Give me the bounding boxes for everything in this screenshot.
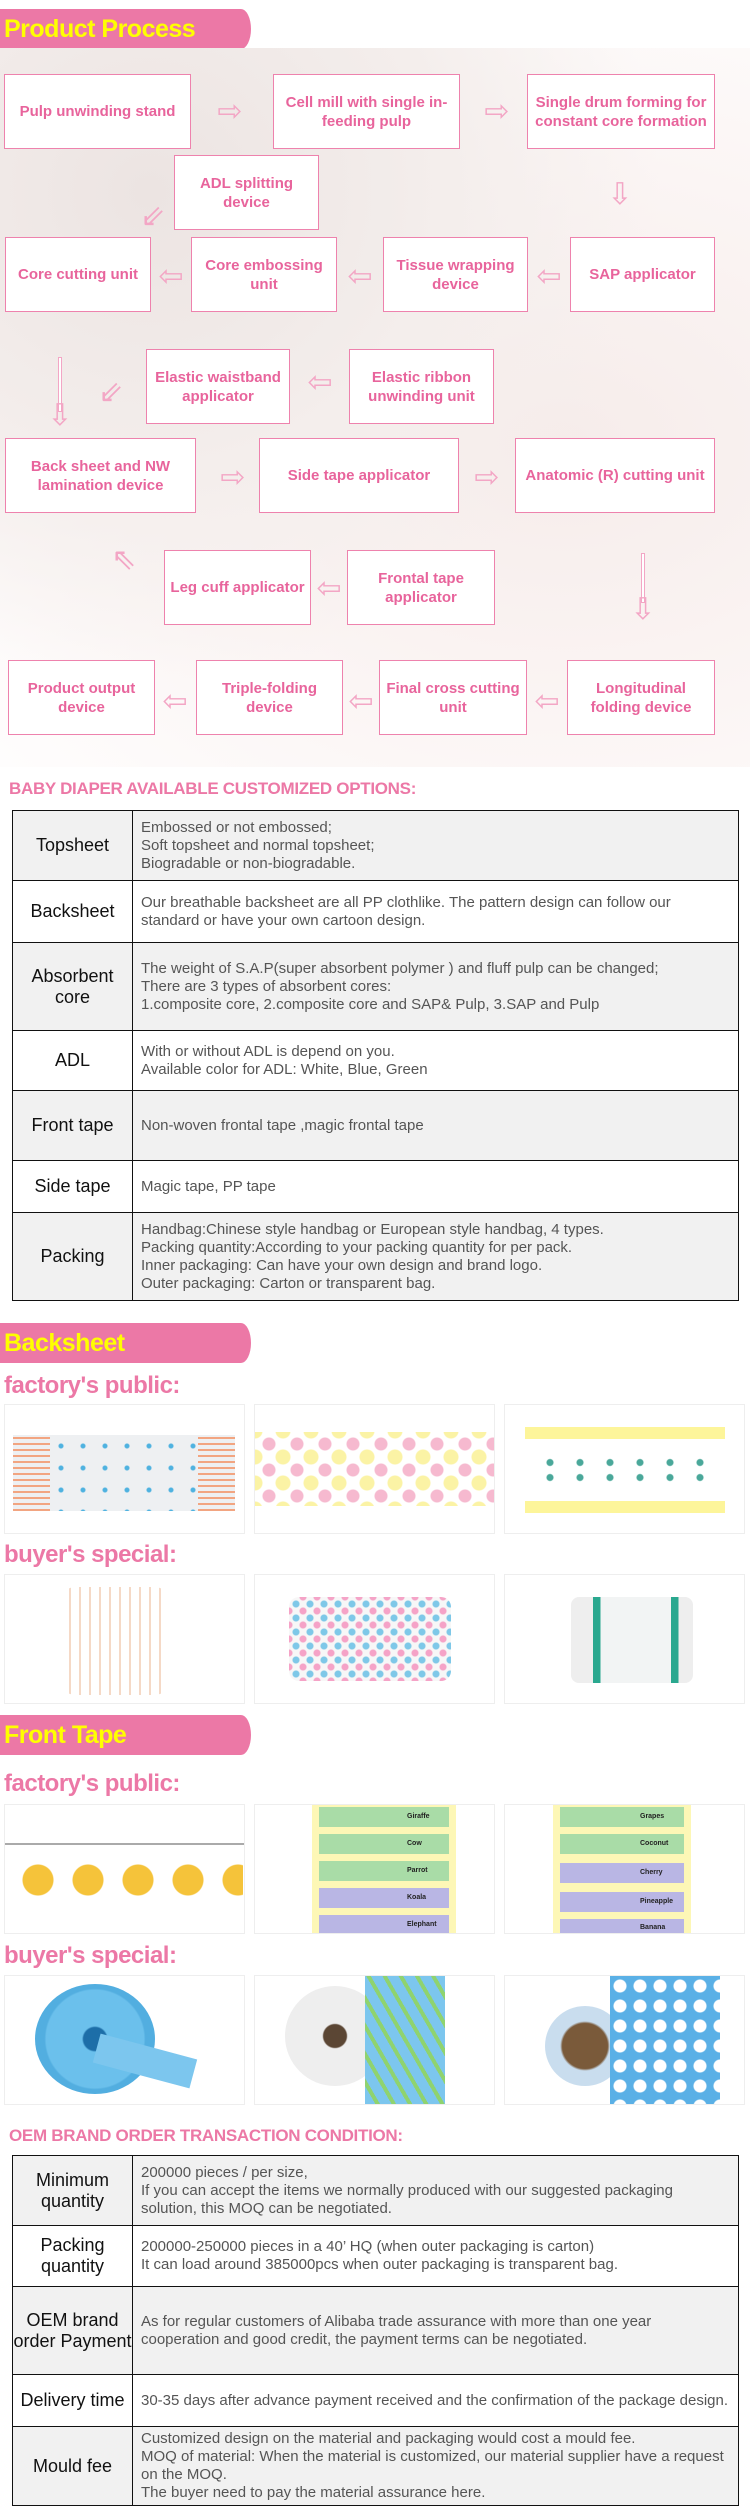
front-tape-banner: Front Tape xyxy=(0,1715,251,1755)
arrow-down-left-icon: ⇙ xyxy=(98,375,124,410)
tape-label-text: Giraffe xyxy=(407,1813,430,1820)
arrow-down-left-icon: ⇙ xyxy=(140,199,166,234)
tape-label-text: Cherry xyxy=(640,1869,663,1876)
process-step: Pulp unwinding stand xyxy=(4,74,191,149)
arrow-left-icon: ⇦ xyxy=(534,684,560,719)
table-row xyxy=(13,2287,739,2375)
row-key: Delivery time xyxy=(13,2375,133,2427)
backsheet-pattern xyxy=(535,1455,715,1485)
tape-label-text: Grapes xyxy=(640,1813,665,1820)
process-step: Single drum forming for constant core formation xyxy=(527,74,715,149)
row-key: Packing xyxy=(13,1213,133,1301)
front-tape-roll-image xyxy=(254,1975,495,2105)
oem-heading: OEM BRAND ORDER TRANSACTION CONDITION: xyxy=(9,2126,403,2145)
row-key: Mould fee xyxy=(13,2427,133,2506)
tape-label xyxy=(560,1919,684,1934)
cartoon-row xyxy=(13,1860,243,1900)
process-step: Tissue wrapping device xyxy=(383,237,528,312)
tape-label xyxy=(319,1888,449,1908)
table-row xyxy=(13,1161,739,1213)
backsheet-image xyxy=(254,1404,495,1534)
tape-label xyxy=(560,1834,684,1854)
row-value: Handbag:Chinese style handbag or European style handbag, 4 types. Packing quantity:According to your packing quantity for per pack. Inner packaging: Can have your own design and brand logo. Outer packaging: Carton or transparent bag. xyxy=(133,1213,739,1301)
process-step: Side tape applicator xyxy=(259,438,459,513)
process-step: Back sheet and NW lamination device xyxy=(5,438,196,513)
table-row xyxy=(13,2226,739,2287)
tape-label xyxy=(319,1834,449,1854)
tape-label-text: Pineapple xyxy=(640,1898,674,1905)
arrow-right-icon: ⇨ xyxy=(474,460,500,495)
front-tape-image xyxy=(4,1804,245,1934)
ruler xyxy=(5,1843,245,1845)
tape-label xyxy=(319,1807,449,1827)
buyer-special-label: buyer's special: xyxy=(4,1541,177,1568)
front-tape-image xyxy=(504,1804,745,1934)
process-step: Frontal tape applicator xyxy=(347,550,495,625)
backsheet-roll-image xyxy=(254,1574,495,1704)
table-row xyxy=(13,881,739,943)
front-tape-roll-image xyxy=(4,1975,245,2105)
tape-label-text: Koala xyxy=(407,1894,427,1901)
options-heading: BABY DIAPER AVAILABLE CUSTOMIZED OPTIONS: xyxy=(9,779,417,798)
row-value: 200000 pieces / per size, If you can accept the items we normally produced with our suggested packaging solution, this MOQ can be negotiated. xyxy=(133,2156,739,2226)
process-step: Product output device xyxy=(8,660,155,735)
oem-table xyxy=(12,2155,739,2506)
roll-icon xyxy=(571,1597,693,1683)
row-value: 200000-250000 pieces in a 40’ HQ (when outer packaging is carton) It can load around 385000pcs when outer packaging is transparent bag. xyxy=(133,2226,739,2287)
row-key: Absorbent core xyxy=(13,943,133,1031)
table-row xyxy=(13,2156,739,2226)
table-row xyxy=(13,943,739,1031)
row-value: As for regular customers of Alibaba trade assurance with more than one year cooperation and good credit, the payment terms can be negotiated. xyxy=(133,2287,739,2375)
row-value: Embossed or not embossed; Soft topsheet and normal topsheet; Biogradable or non-biogradable. xyxy=(133,811,739,881)
process-step: Cell mill with single in-feeding pulp xyxy=(273,74,460,149)
row-key: Packing quantity xyxy=(13,2226,133,2287)
roll-icon xyxy=(35,1984,155,2094)
arrow-left-icon: ⇦ xyxy=(536,259,562,294)
product-process-banner: Product Process xyxy=(0,9,251,49)
arrow-up-left-icon: ⇖ xyxy=(111,542,137,577)
row-value: Magic tape, PP tape xyxy=(133,1161,739,1213)
arrow-left-icon: ⇦ xyxy=(348,684,374,719)
tape-label xyxy=(319,1861,449,1881)
row-key: Side tape xyxy=(13,1161,133,1213)
tape-label xyxy=(319,1915,449,1934)
process-step: Core embossing unit xyxy=(191,237,337,312)
tape-label-text: Coconut xyxy=(640,1840,669,1847)
arrow-right-icon: ⇨ xyxy=(217,94,243,129)
process-step: Anatomic (R) cutting unit xyxy=(515,438,715,513)
backsheet-roll-image xyxy=(504,1574,745,1704)
arrow-right-icon: ⇨ xyxy=(220,460,246,495)
arrow-left-icon: ⇦ xyxy=(158,259,184,294)
front-tape-roll-image xyxy=(504,1975,745,2105)
tape-label-text: Cow xyxy=(407,1840,422,1847)
row-value: Non-woven frontal tape ,magic frontal tape xyxy=(133,1091,739,1161)
process-step: Triple-folding device xyxy=(196,660,343,735)
backsheet-pattern xyxy=(50,1435,198,1511)
options-table xyxy=(12,810,739,1301)
table-row xyxy=(13,811,739,881)
arrow-left-icon: ⇦ xyxy=(316,571,342,606)
row-value: With or without ADL is depend on you. Available color for ADL: White, Blue, Green xyxy=(133,1031,739,1091)
process-step: Elastic ribbon unwinding unit xyxy=(349,349,494,424)
process-step: Leg cuff applicator xyxy=(164,550,311,625)
arrow-down-icon: ⇩ xyxy=(630,592,656,627)
process-step: Final cross cutting unit xyxy=(379,660,527,735)
backsheet-image xyxy=(504,1404,745,1534)
table-row xyxy=(13,1213,739,1301)
tape-label-text: Parrot xyxy=(407,1867,428,1874)
row-key: Minimum quantity xyxy=(13,2156,133,2226)
process-step: Longitudinal folding device xyxy=(567,660,715,735)
row-key: OEM brand order Payment xyxy=(13,2287,133,2375)
backsheet-banner: Backsheet xyxy=(0,1323,251,1363)
process-step: Core cutting unit xyxy=(5,237,151,312)
row-value: The weight of S.A.P(super absorbent polymer ) and fluff pulp can be changed; There are 3 types of absorbent cores: 1.composite core, 2.composite core and SAP& Pulp, 3.SAP and Pulp xyxy=(133,943,739,1031)
buyer-special-label: buyer's special: xyxy=(4,1942,177,1969)
row-key: ADL xyxy=(13,1031,133,1091)
row-value: Customized design on the material and packaging would cost a mould fee. MOQ of material: When the material is customized, our material supplier have a request on the MOQ. The buyer need to pay the material assurance here. xyxy=(133,2427,739,2506)
arrow-down-icon: ⇩ xyxy=(47,398,73,433)
process-step: SAP applicator xyxy=(570,237,715,312)
row-key: Front tape xyxy=(13,1091,133,1161)
roll-icon xyxy=(289,1597,451,1681)
backsheet-roll-image xyxy=(4,1574,245,1704)
front-tape-image xyxy=(254,1804,495,1934)
arrow-down-icon: ⇩ xyxy=(607,177,633,212)
table-row xyxy=(13,1091,739,1161)
roll-tail xyxy=(365,1976,445,2105)
factory-public-label: factory's public: xyxy=(4,1770,180,1797)
table-row xyxy=(13,1031,739,1091)
process-step: Elastic waistband applicator xyxy=(146,349,290,424)
tape-label xyxy=(560,1892,684,1912)
row-key: Backsheet xyxy=(13,881,133,943)
row-value: 30-35 days after advance payment received and the confirmation of the package design. xyxy=(133,2375,739,2427)
table-row xyxy=(13,2427,739,2506)
row-key: Topsheet xyxy=(13,811,133,881)
arrow-right-icon: ⇨ xyxy=(484,94,510,129)
process-step: ADL splitting device xyxy=(174,155,319,230)
row-value: Our breathable backsheet are all PP clothlike. The pattern design can follow our standard or have your own cartoon design. xyxy=(133,881,739,943)
arrow-left-icon: ⇦ xyxy=(307,365,333,400)
table-row xyxy=(13,2375,739,2427)
arrow-left-icon: ⇦ xyxy=(347,259,373,294)
tape-label xyxy=(560,1807,684,1827)
tape-label-text: Banana xyxy=(640,1924,666,1931)
tape-label-text: Elephant xyxy=(407,1921,437,1928)
backsheet-image xyxy=(4,1404,245,1534)
arrow-left-icon: ⇦ xyxy=(162,684,188,719)
factory-public-label: factory's public: xyxy=(4,1372,180,1399)
roll-icon xyxy=(61,1587,169,1695)
roll-tail xyxy=(610,1976,720,2105)
tape-label xyxy=(560,1863,684,1883)
